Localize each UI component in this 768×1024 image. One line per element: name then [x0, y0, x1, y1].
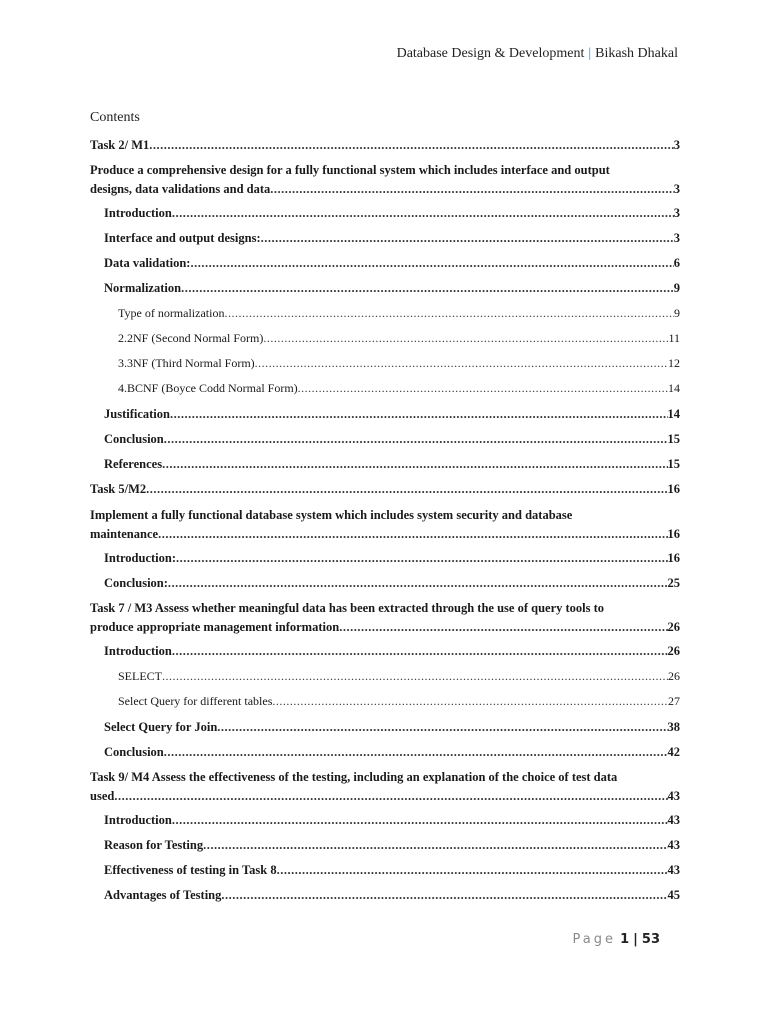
page-label: Page: [572, 932, 616, 947]
page-footer: [572, 932, 660, 947]
toc-entry-title: Select Query for different tables: [118, 694, 273, 708]
toc-entry-title: Introduction: [104, 813, 172, 827]
toc-entry-title: Conclusion: [104, 745, 164, 759]
toc-entry[interactable]: [104, 430, 680, 449]
toc-entry-title: Implement a fully functional database system which includes system security and database: [90, 508, 573, 522]
toc-entry[interactable]: [104, 718, 680, 737]
toc-page-number: 16: [667, 482, 680, 496]
toc-entry-title: Effectiveness of testing in Task 8: [104, 863, 277, 877]
toc-leader-dots: [158, 525, 667, 544]
toc-entry-title: Task 5/M2: [90, 482, 147, 496]
toc-entry-title: 3.3NF (Third Normal Form): [118, 356, 255, 370]
toc-leader-dots: [114, 787, 667, 806]
toc-leader-dots: [298, 379, 668, 398]
toc-entry[interactable]: [104, 229, 680, 248]
toc-entry[interactable]: [104, 886, 680, 905]
toc-entry-title: maintenance: [90, 527, 159, 541]
contents-heading: Contents: [90, 110, 140, 125]
toc-page-number: 14: [668, 381, 680, 395]
toc-entry-title: Select Query for Join: [104, 720, 218, 734]
toc-page-number: 26: [667, 620, 680, 634]
toc-page-number: 25: [667, 576, 680, 590]
toc-page-number: 3: [673, 231, 680, 245]
toc-entry[interactable]: [118, 379, 680, 398]
toc-page-number: 16: [667, 527, 680, 541]
toc-page-number: 3: [673, 182, 680, 196]
header-author: Bikash Dhakal: [595, 46, 678, 61]
toc-page-number: 42: [667, 745, 680, 759]
toc-entry-title: 2.2NF (Second Normal Form): [118, 331, 264, 345]
toc-entry-title: Type of normalization: [118, 306, 225, 320]
toc-entry[interactable]: [104, 204, 680, 223]
toc-entry[interactable]: [118, 329, 680, 348]
toc-leader-dots: [172, 204, 674, 223]
toc-entry[interactable]: [90, 136, 680, 155]
toc-leader-dots: [203, 836, 667, 855]
toc-entry-title: Normalization: [104, 281, 182, 295]
toc-page-number: 45: [667, 888, 680, 902]
toc-entry-title: Interface and output designs:: [104, 231, 261, 245]
toc-entry-title: designs, data validations and data: [90, 182, 271, 196]
toc-entry[interactable]: [104, 642, 680, 661]
toc-entry-title: Task 7 / M3 Assess whether meaningful data has been extracted through the use of query tools to: [90, 601, 605, 615]
toc-page-number: 3: [673, 138, 680, 152]
toc-leader-dots: [172, 811, 668, 830]
toc-leader-dots: [176, 549, 667, 568]
toc-page-number: 43: [667, 863, 680, 877]
toc-entry-title: Task 2/ M1: [90, 138, 150, 152]
toc-entry-title: Produce a comprehensive design for a fully functional system which includes interface and output: [90, 163, 610, 177]
toc-leader-dots: [168, 574, 668, 593]
toc-leader-dots: [181, 279, 674, 298]
toc-page-number: 11: [668, 331, 680, 345]
toc-entry[interactable]: [90, 161, 680, 199]
header-title: Database Design & Development: [396, 46, 585, 61]
toc-entry[interactable]: [104, 861, 680, 880]
toc-page-number: 15: [667, 432, 680, 446]
toc-entry-title: Reason for Testing: [104, 838, 204, 852]
toc-entry-title: Introduction: [104, 206, 172, 220]
toc-page-number: 3: [673, 206, 680, 220]
toc-entry-title: Introduction:: [104, 551, 177, 565]
toc-leader-dots: [217, 718, 667, 737]
toc-entry[interactable]: [118, 667, 680, 686]
toc-page-number: 16: [667, 551, 680, 565]
toc-entry[interactable]: [104, 405, 680, 424]
toc-entry-title: References: [104, 457, 163, 471]
page-header: [397, 46, 678, 62]
toc-entry[interactable]: [104, 279, 680, 298]
toc-leader-dots: [146, 480, 667, 499]
toc-leader-dots: [277, 861, 668, 880]
current-page-number: 1: [620, 932, 630, 947]
toc-leader-dots: [170, 405, 668, 424]
toc-entry[interactable]: [90, 506, 680, 544]
toc-entry-title: Justification: [104, 407, 170, 421]
toc-page-number: 9: [673, 281, 680, 295]
toc-entry[interactable]: [90, 480, 680, 499]
toc-page-number: 43: [667, 813, 680, 827]
toc-entry[interactable]: [90, 768, 680, 806]
toc-leader-dots: [272, 692, 668, 711]
toc-leader-dots: [162, 667, 668, 686]
toc-leader-dots: [172, 642, 668, 661]
toc-page-number: 38: [667, 720, 680, 734]
toc-page-number: 9: [674, 306, 680, 320]
toc-leader-dots: [261, 229, 674, 248]
toc-entry-title: produce appropriate management information: [90, 620, 340, 634]
toc-entry-title: Conclusion: [104, 432, 164, 446]
toc-entry[interactable]: [104, 743, 680, 762]
toc-leader-dots: [164, 743, 668, 762]
toc-entry[interactable]: [104, 254, 680, 273]
toc-entry[interactable]: [118, 692, 680, 711]
toc-leader-dots: [164, 430, 668, 449]
toc-entry-title: SELECT: [118, 669, 162, 683]
toc-page-number: 15: [667, 457, 680, 471]
toc-entry[interactable]: [118, 304, 680, 323]
toc-leader-dots: [263, 329, 668, 348]
total-page-count: 53: [641, 932, 660, 947]
toc-page-number: 12: [668, 356, 680, 370]
toc-page-number: 26: [668, 669, 680, 683]
header-separator: |: [588, 46, 592, 61]
footer-separator: |: [633, 932, 638, 947]
toc-leader-dots: [221, 886, 667, 905]
toc-page-number: 43: [667, 789, 680, 803]
toc-entry-title: Task 9/ M4 Assess the effectiveness of the testing, including an explanation of the choice of test data: [90, 770, 618, 784]
toc-page-number: 14: [667, 407, 680, 421]
toc-entry-title: Conclusion:: [104, 576, 168, 590]
toc-entry-title: Data validation:: [104, 256, 191, 270]
toc-page-number: 26: [667, 644, 680, 658]
toc-entry[interactable]: [104, 549, 680, 568]
toc-entry-title: Introduction: [104, 644, 172, 658]
toc-leader-dots: [149, 136, 673, 155]
toc-page-number: 27: [668, 694, 680, 708]
toc-entry[interactable]: [104, 811, 680, 830]
toc-entry[interactable]: [104, 836, 680, 855]
toc-leader-dots: [224, 304, 674, 323]
toc-entry[interactable]: [90, 599, 680, 637]
toc-leader-dots: [255, 354, 668, 373]
toc-page-number: 6: [673, 256, 680, 270]
toc-entry-title: 4.BCNF (Boyce Codd Normal Form): [118, 381, 298, 395]
toc-leader-dots: [270, 180, 673, 199]
toc-page-number: 43: [667, 838, 680, 852]
toc-entry-title: Advantages of Testing: [104, 888, 222, 902]
toc-leader-dots: [162, 455, 667, 474]
toc-leader-dots: [339, 618, 667, 637]
toc-entry[interactable]: [104, 455, 680, 474]
toc-entry[interactable]: [118, 354, 680, 373]
toc-entry-title: used: [90, 789, 115, 803]
toc-entry[interactable]: [104, 574, 680, 593]
toc-leader-dots: [190, 254, 673, 273]
